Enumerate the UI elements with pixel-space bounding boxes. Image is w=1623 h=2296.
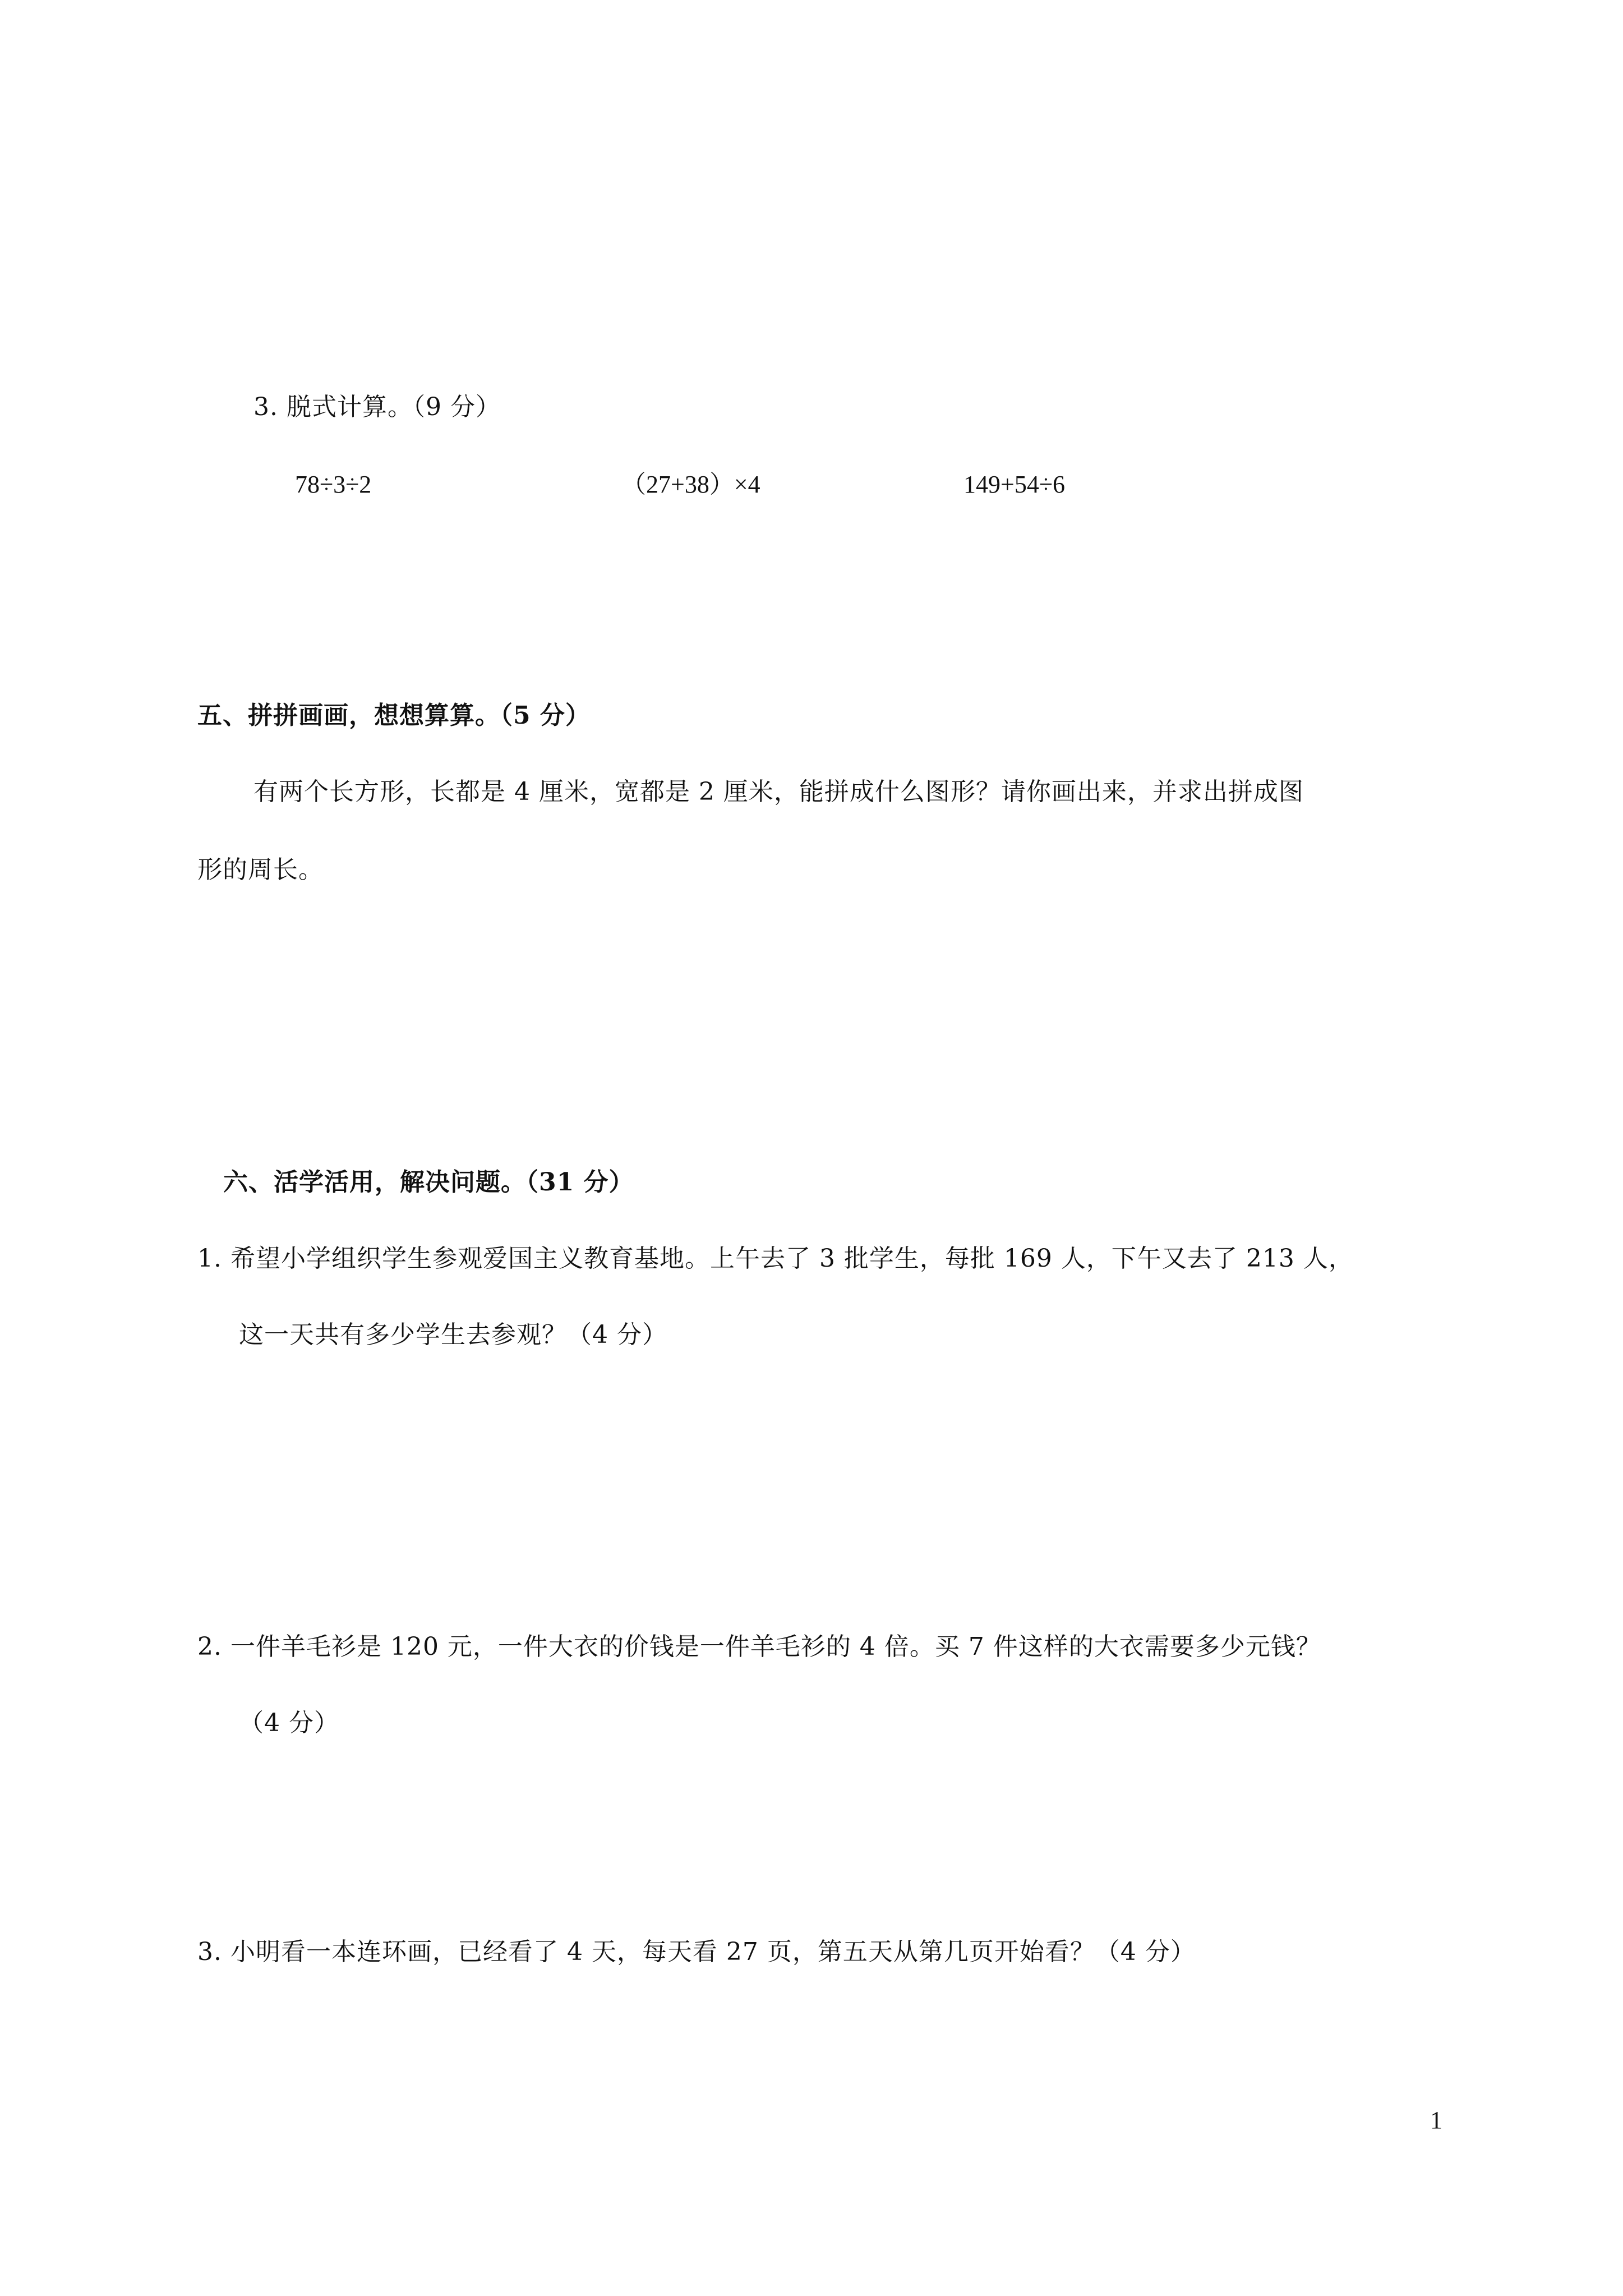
question-2-line1: 2. 一件羊毛衫是 120 元，一件大衣的价钱是一件羊毛衫的 4 倍。买 7 件这样的大衣需要多少元钱？ <box>197 1632 1321 1661</box>
section5-text-line2: 形的周长。 <box>197 855 324 884</box>
expression-2: （27+38）×4 <box>621 471 760 498</box>
section5-heading: 五、拼拼画画，想想算算。（5 分） <box>197 701 591 730</box>
section6-heading: 六、活学活用，解决问题。（31 分） <box>223 1168 634 1197</box>
expression-3: 149+54÷6 <box>963 471 1065 498</box>
expression-1: 78÷3÷2 <box>295 471 372 498</box>
question-3-line1: 3. 小明看一本连环画，已经看了 4 天，每天看 27 页，第五天从第几页开始看？（4 分） <box>197 1938 1196 1966</box>
q3-calc-title: 3. 脱式计算。（9 分） <box>253 393 501 421</box>
question-1-line1: 1. 希望小学组织学生参观爱国主义教育基地。上午去了 3 批学生，每批 169 人，下午又去了 213 人， <box>197 1244 1354 1273</box>
section5-text-line1: 有两个长方形，长都是 4 厘米，宽都是 2 厘米，能拼成什么图形？请你画出来，并求出拼成图 <box>253 777 1304 806</box>
page-number: 1 <box>1430 2106 1443 2134</box>
question-1-line2: 这一天共有多少学生去参观？（4 分） <box>239 1320 667 1349</box>
question-2-line2: （4 分） <box>239 1709 339 1737</box>
